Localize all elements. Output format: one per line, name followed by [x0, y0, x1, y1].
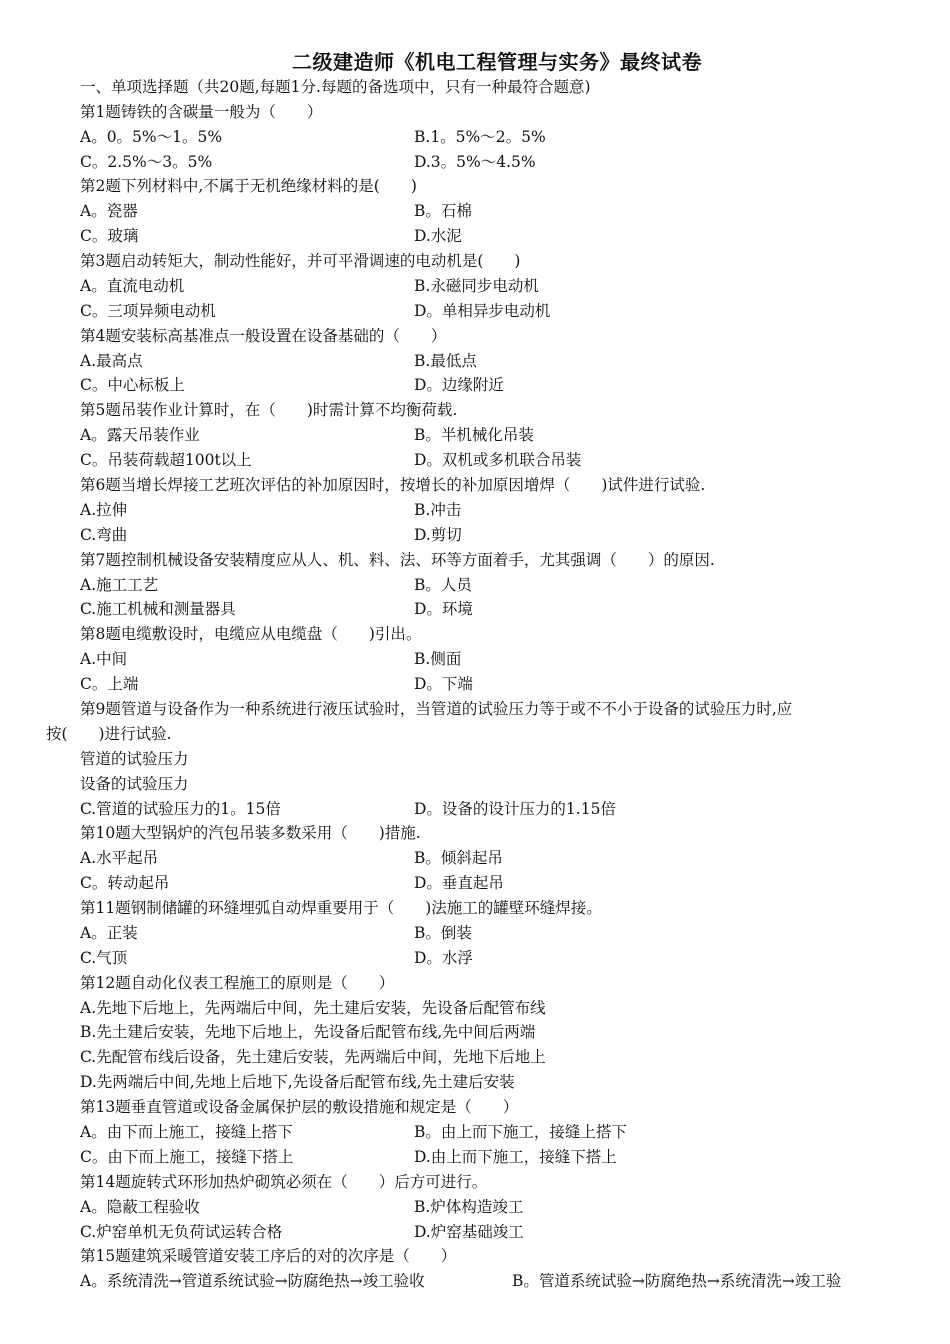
- question-2-option-b: B。石棉: [414, 202, 472, 220]
- question-6-option-b: B.冲击: [414, 501, 462, 519]
- question-8-stem: 第8题电缆敷设时，电缆应从电缆盘（ )引出。: [80, 625, 422, 643]
- question-4-option-a: A.最高点: [80, 352, 143, 370]
- question-4-stem: 第4题安装标高基准点一般设置在设备基础的（ ）: [80, 327, 447, 345]
- page-title: 二级建造师《机电工程管理与实务》最终试卷: [292, 50, 702, 74]
- question-5-stem: 第5题吊装作业计算时，在（ )时需计算不均衡荷载.: [80, 401, 458, 419]
- question-7-option-d: D。环境: [414, 600, 473, 618]
- question-1-stem: 第1题铸铁的含碳量一般为（ ）: [80, 103, 323, 121]
- question-6-option-c: C.弯曲: [80, 526, 128, 544]
- question-14-option-d: D.炉窑基础竣工: [414, 1223, 524, 1241]
- question-13-stem: 第13题垂直管道或设备金属保护层的敷设措施和规定是（ ）: [80, 1098, 519, 1116]
- question-13-option-d: D.由上而下施工，接缝下搭上: [414, 1148, 617, 1166]
- question-6-option-d: D.剪切: [414, 526, 462, 544]
- question-15-option-a: A。系统清洗→管道系统试验→防腐绝热→竣工验收: [80, 1272, 425, 1290]
- question-13-option-c: C。由下而上施工，接缝下搭上: [80, 1148, 294, 1166]
- question-13-option-a: A。由下而上施工，接缝上搭下: [80, 1123, 293, 1141]
- question-1-option-c: C。2.5%～3。5%: [80, 153, 213, 171]
- question-12-option-c: C.先配管布线后设备，先土建后安装，先两端后中间，先地下后地上: [80, 1048, 546, 1066]
- question-3-option-b: B.永磁同步电动机: [414, 277, 539, 295]
- question-7-option-a: A.施工工艺: [80, 576, 159, 594]
- question-12-option-b: B.先土建后安装，先地下后地上，先设备后配管布线,先中间后两端: [80, 1023, 536, 1041]
- question-7-option-b: B。人员: [414, 576, 472, 594]
- question-12-option-a: A.先地下后地上，先两端后中间，先土建后安装，先设备后配管布线: [80, 999, 546, 1017]
- question-2-stem: 第2题下列材料中,不属于无机绝缘材料的是( ): [80, 177, 417, 195]
- question-10-option-c: C。转动起吊: [80, 874, 170, 892]
- question-9-option-a: 管道的试验压力: [80, 750, 189, 768]
- question-11-option-c: C.气顶: [80, 949, 128, 967]
- question-5-option-d: D。双机或多机联合吊装: [414, 451, 582, 469]
- question-14-stem: 第14题旋转式环形加热炉砌筑必须在（ ）后方可进行。: [80, 1173, 488, 1191]
- question-4-option-b: B.最低点: [414, 352, 477, 370]
- question-4-option-c: C。中心标板上: [80, 376, 185, 394]
- question-5-option-c: C。吊装荷载超100t以上: [80, 451, 252, 469]
- question-11-stem: 第11题钢制储罐的环缝埋弧自动焊重要用于（ )法施工的罐壁环缝焊接。: [80, 899, 602, 917]
- question-7-stem: 第7题控制机械设备安装精度应从人、机、料、法、环等方面着手，尤其强调（ ）的原因.: [80, 551, 715, 569]
- question-14-option-b: B.炉体构造竣工: [414, 1198, 524, 1216]
- question-10-option-d: D。垂直起吊: [414, 874, 504, 892]
- question-7-option-c: C.施工机械和测量器具: [80, 600, 236, 618]
- question-3-option-c: C。三项异频电动机: [80, 302, 216, 320]
- question-10-option-b: B。倾斜起吊: [414, 849, 503, 867]
- question-3-option-d: D。单相异步电动机: [414, 302, 551, 320]
- question-9-option-d: D。设备的设计压力的1.15倍: [414, 800, 616, 818]
- question-11-option-d: D。水浮: [414, 949, 473, 967]
- question-4-option-d: D。边缘附近: [414, 376, 504, 394]
- question-5-option-a: A。露天吊装作业: [80, 426, 200, 444]
- question-12-stem: 第12题自动化仪表工程施工的原则是（ ）: [80, 974, 395, 992]
- question-1-option-d: D.3。5%～4.5%: [414, 153, 536, 171]
- question-1-option-b: B.1。5%～2。5%: [414, 128, 546, 146]
- question-9-stem-continued: 按( )进行试验.: [46, 725, 172, 743]
- question-14-option-a: A。隐蔽工程验收: [80, 1198, 200, 1216]
- question-15-option-b: B。管道系统试验→防腐绝热→系统清洗→竣工验: [512, 1272, 842, 1290]
- question-5-option-b: B。半机械化吊装: [414, 426, 534, 444]
- question-8-option-a: A.中间: [80, 650, 128, 668]
- question-8-option-d: D。下端: [414, 675, 473, 693]
- question-14-option-c: C.炉窑单机无负荷试运转合格: [80, 1223, 283, 1241]
- question-9-option-b: 设备的试验压力: [80, 775, 189, 793]
- question-10-stem: 第10题大型锅炉的汽包吊装多数采用（ )措施.: [80, 824, 421, 842]
- question-15-stem: 第15题建筑采暖管道安装工序后的对的次序是（ ）: [80, 1247, 457, 1265]
- question-8-option-c: C。上端: [80, 675, 139, 693]
- question-3-option-a: A。直流电动机: [80, 277, 185, 295]
- question-13-option-b: B。由上而下施工，接缝上搭下: [414, 1123, 627, 1141]
- question-2-option-d: D.水泥: [414, 227, 462, 245]
- question-8-option-b: B.侧面: [414, 650, 462, 668]
- question-9-option-c: C.管道的试验压力的1。15倍: [80, 800, 281, 818]
- question-6-stem: 第6题当增长焊接工艺班次评估的补加原因时，按增长的补加原因增焊（ )试件进行试验.: [80, 476, 706, 494]
- question-1-option-a: A。0。5%～1。5%: [80, 128, 223, 146]
- question-3-stem: 第3题启动转矩大，制动性能好，并可平滑调速的电动机是( ): [80, 252, 521, 270]
- question-9-stem: 第9题管道与设备作为一种系统进行液压试验时，当管道的试验压力等于或不不小于设备的试验压力时,应: [80, 700, 793, 718]
- question-2-option-c: C。玻璃: [80, 227, 139, 245]
- question-6-option-a: A.拉伸: [80, 501, 128, 519]
- question-11-option-b: B。倒装: [414, 924, 472, 942]
- question-10-option-a: A.水平起吊: [80, 849, 159, 867]
- question-2-option-a: A。瓷器: [80, 202, 138, 220]
- question-12-option-d: D.先两端后中间,先地上后地下,先设备后配管布线,先土建后安装: [80, 1073, 515, 1091]
- question-11-option-a: A。正装: [80, 924, 138, 942]
- section-heading: 一、单项选择题（共20题,每题1分.每题的备选项中，只有一种最符合题意): [80, 78, 591, 96]
